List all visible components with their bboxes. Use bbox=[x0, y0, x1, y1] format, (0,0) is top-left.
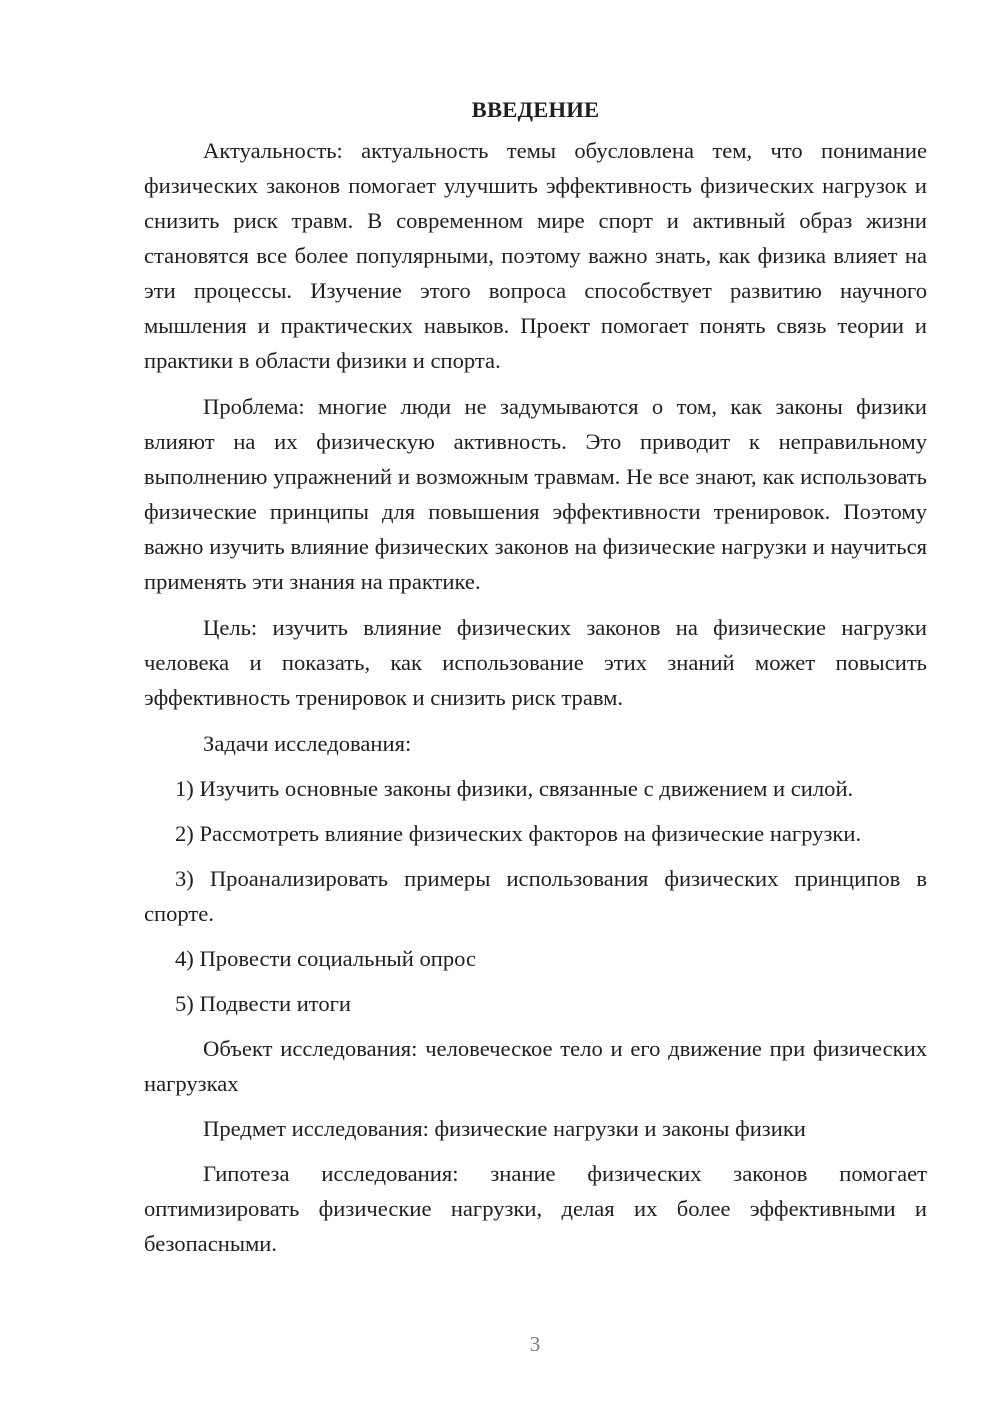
task-item-1: 1) Изучить основные законы физики, связанные с движением и силой. bbox=[175, 776, 854, 801]
page-number: 3 bbox=[529, 1332, 541, 1356]
paragraph-object: Объект исследования: человеческое тело и его движение при физических нагрузках bbox=[144, 1036, 927, 1096]
paragraph-hypothesis: Гипотеза исследования: знание физических законов помогает оптимизировать физические нагрузки, делая их более эффективными и безопасными. bbox=[144, 1161, 927, 1256]
tasks-heading: Задачи исследования: bbox=[203, 731, 412, 756]
task-item-4: 4) Провести социальный опрос bbox=[175, 946, 477, 971]
task-item-3: 3) Проанализировать примеры использования физических принципов в спорте. bbox=[144, 866, 927, 926]
task-item-2: 2) Рассмотреть влияние физических факторов на физические нагрузки. bbox=[175, 821, 862, 846]
page-title: ВВЕДЕНИЕ bbox=[471, 97, 600, 122]
task-item-5: 5) Подвести итоги bbox=[175, 991, 352, 1016]
paragraph-problem: Проблема: многие люди не задумываются о том, как законы физики влияют на их физическую активность. Это приводит к неправильному выполнению упражнений и возможным травмам. Не все знают, как использовать физические принципы для повышения эффективности тренировок. Поэтому важно изучить влияние физических законов на физические нагрузки и научиться применять эти знания на практике. bbox=[144, 394, 927, 594]
paragraph-relevance: Актуальность: актуальность темы обусловлена тем, что понимание физических законов помогает улучшить эффективность физических нагрузок и снизить риск травм. В современном мире спорт и активный образ жизни становятся все более популярными, поэтому важно знать, как физика влияет на эти процессы. Изучение этого вопроса способствует развитию научного мышления и практических навыков. Проект помогает понять связь теории и практики в области физики и спорта. bbox=[144, 138, 927, 373]
paragraph-goal: Цель: изучить влияние физических законов на физические нагрузки человека и показать, как использование этих знаний может повысить эффективность тренировок и снизить риск травм. bbox=[144, 615, 927, 710]
paragraph-subject: Предмет исследования: физические нагрузки и законы физики bbox=[203, 1116, 806, 1141]
page-content bbox=[144, 92, 927, 1272]
